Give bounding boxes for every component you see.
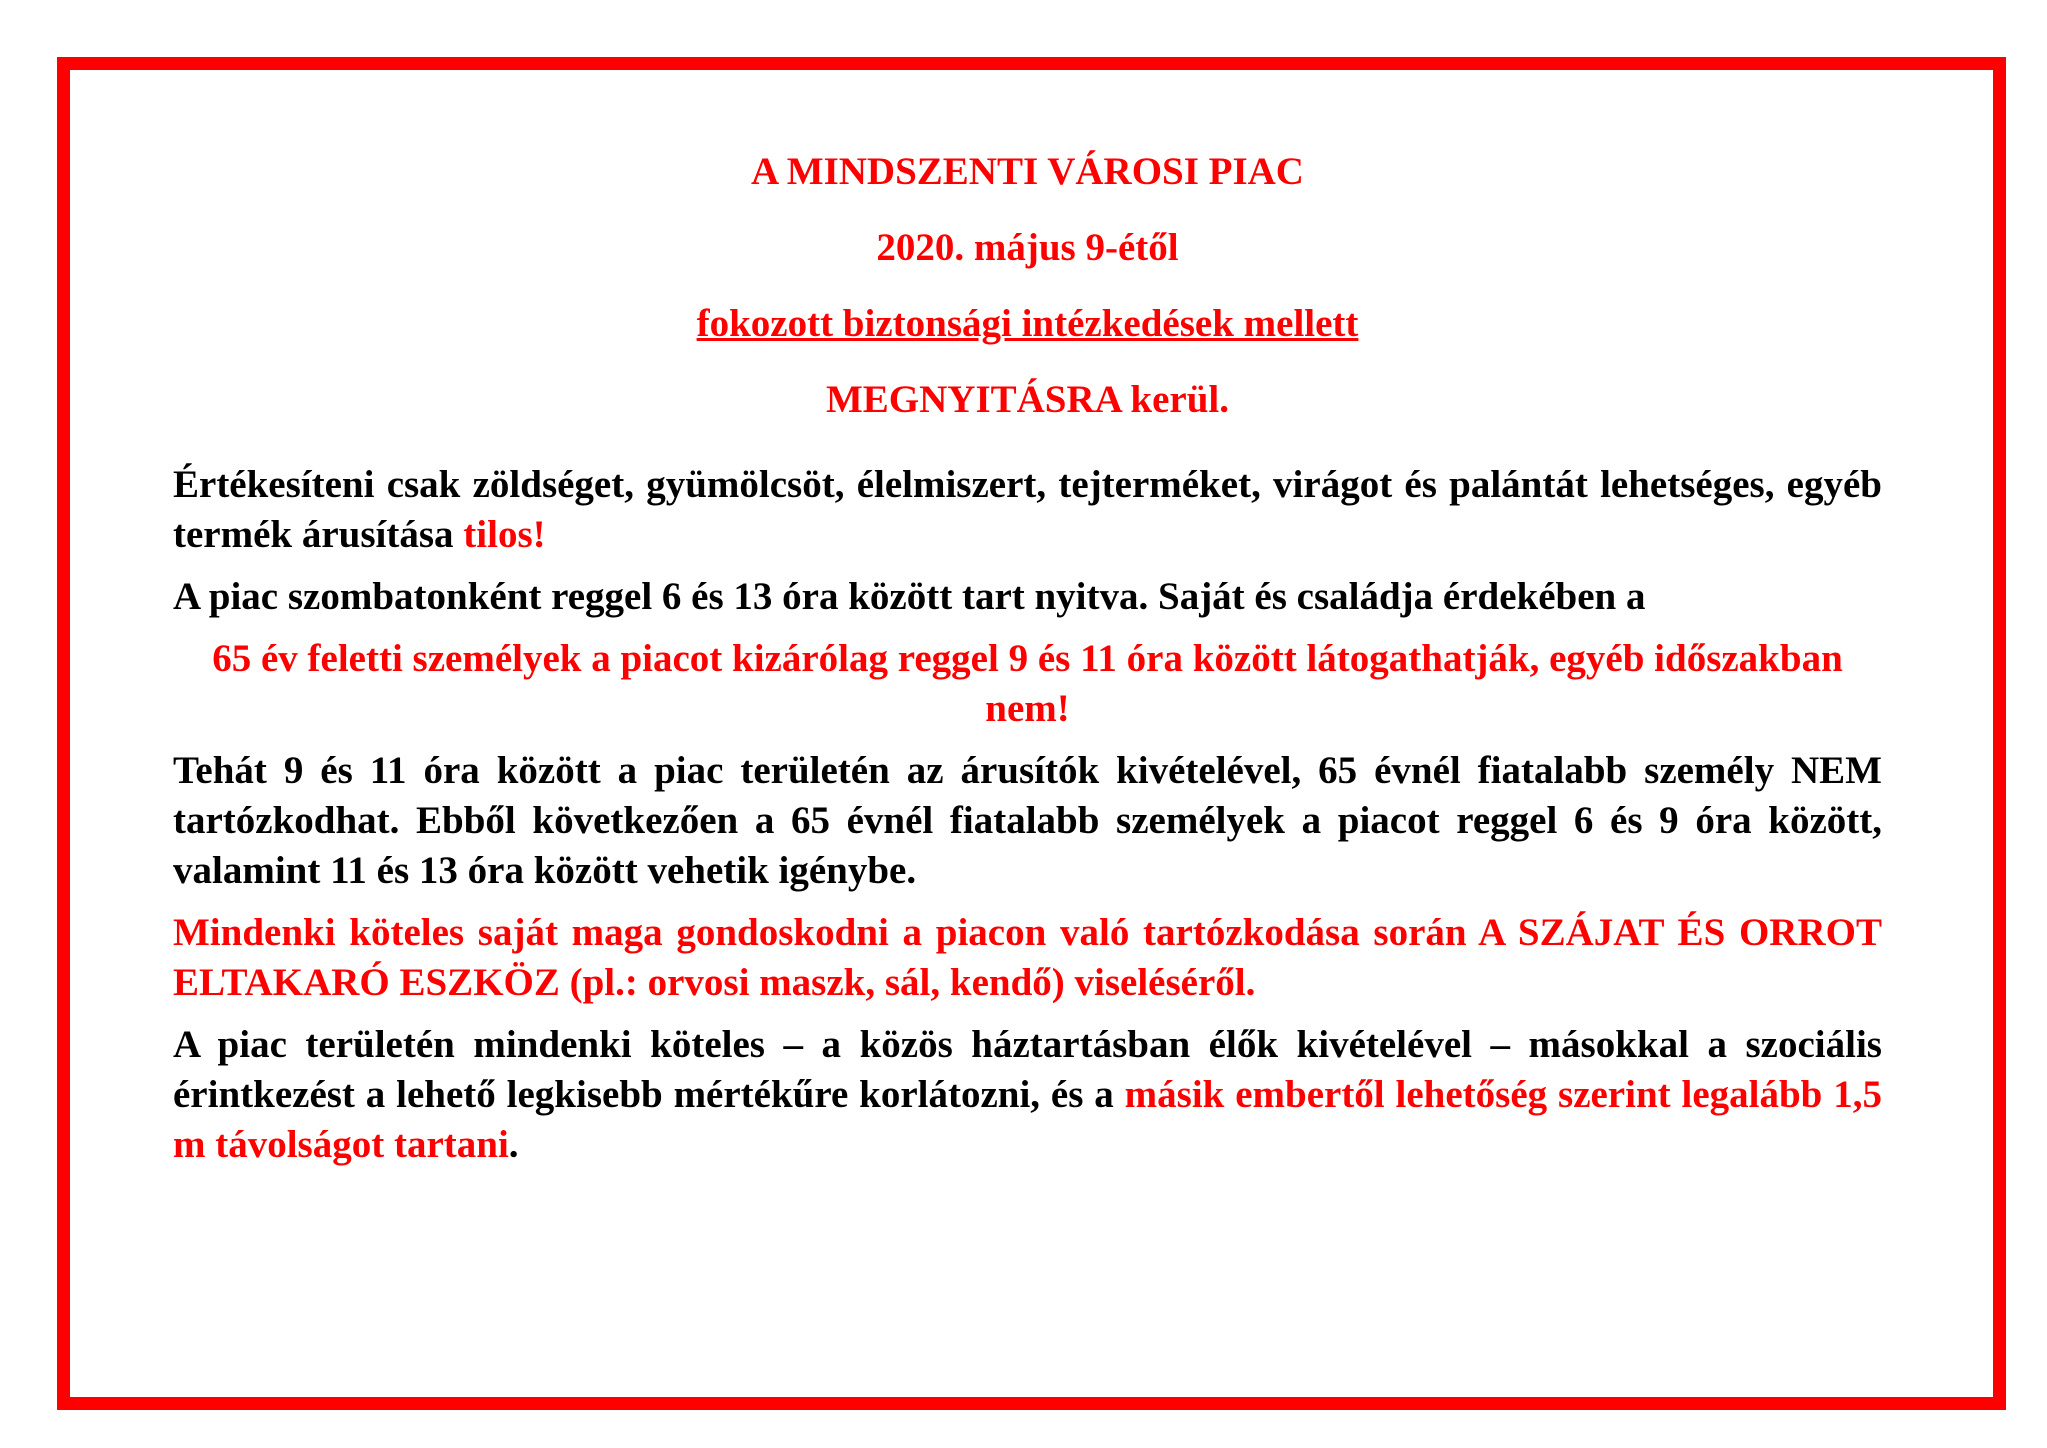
notice-content bbox=[173, 150, 1882, 1182]
paragraph-products-highlight: tilos! bbox=[463, 513, 546, 556]
paragraph-products bbox=[173, 460, 1882, 560]
paragraph-distance-text: A piac területén mindenki köteles – a közös háztartásban élők kivételével – másokkal a szociális érintkezést a lehető legkisebb mértékűre korlátozni, és a bbox=[173, 1023, 1882, 1116]
heading-measures: fokozott biztonsági intézkedések mellett bbox=[696, 302, 1359, 345]
paragraph-distance bbox=[173, 1020, 1882, 1170]
heading-date: 2020. május 9-étől bbox=[876, 226, 1179, 269]
heading-title: A MINDSZENTI VÁROSI PIAC bbox=[751, 150, 1304, 193]
paragraph-hours: A piac szombatonként reggel 6 és 13 óra között tart nyitva. Saját és családja érdekében a bbox=[173, 575, 1646, 618]
paragraph-distance-end: . bbox=[508, 1123, 519, 1166]
paragraph-products-text: Értékesíteni csak zöldséget, gyümölcsöt, élelmiszert, tejterméket, virágot és palántát lehetséges, egyéb termék árusítása bbox=[173, 463, 1882, 556]
heading-opening: MEGNYITÁSRA kerül. bbox=[825, 378, 1230, 421]
paragraph-restrictions: Tehát 9 és 11 óra között a piac területén az árusítók kivételével, 65 évnél fiatalabb személy NEM tartózkodhat. Ebből következően a 65 évnél fiatalabb személyek a piacot reggel 6 és 9 óra között, valamint 11 és 13 óra között vehetik igénybe. bbox=[173, 749, 1882, 892]
paragraph-mask: Mindenki köteles saját maga gondoskodni a piacon való tartózkodása során A SZÁJAT ÉS ORROT ELTAKARÓ ESZKÖZ (pl.: orvosi maszk, sál, kendő) viseléséről. bbox=[173, 911, 1882, 1004]
paragraph-seniors: 65 év feletti személyek a piacot kizárólag reggel 9 és 11 óra között látogathatják, egyéb időszakban nem! bbox=[212, 637, 1843, 730]
paragraph-distance-highlight: másik embertől lehetőség szerint legalább 1,5 m távolságot tartani bbox=[173, 1073, 1882, 1166]
